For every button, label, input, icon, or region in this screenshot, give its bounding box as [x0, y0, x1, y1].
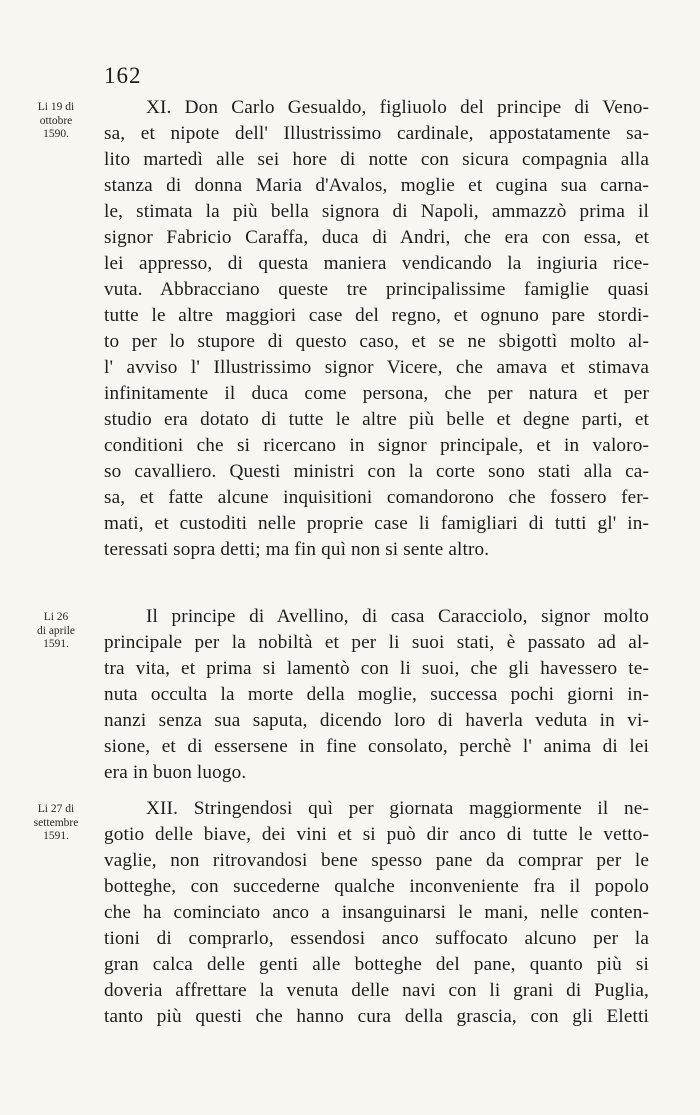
text-line: doveria affrettare la venuta delle navi con li grani di Puglia, [104, 980, 649, 1001]
margin-note-line: di aprile [37, 624, 75, 637]
margin-note-line: 1591. [43, 830, 69, 842]
text-line: infinitamente il duca come persona, che per natura et per [104, 383, 649, 404]
text-line: lei appresso, di questa maniera vendicando la ingiuria rice- [104, 253, 649, 274]
text-line: conditioni che si ricercano in signor principale, et in valoro- [104, 435, 649, 456]
text-line: studio era dotato di tutte le altre più belle et degne parti, et [104, 409, 649, 430]
text-line: tanto più questi che hanno cura della grascia, con gli Eletti [104, 1006, 649, 1027]
text-line: lito martedì alle sei hore di notte con sicura compagnia alla [104, 149, 649, 170]
text-line: era in buon luogo. [104, 762, 247, 783]
text-line: sa, et fatte alcune inquisitioni comandorono che fossero fer- [104, 487, 649, 508]
margin-note-line: Li 26 [43, 611, 69, 623]
text-line: nuta occulta la morte della moglie, successa pochi giorni in- [104, 684, 649, 705]
text-line: gran calca delle genti alle botteghe del pane, quanto più si [104, 954, 649, 975]
text-line: principale per la nobiltà et per li suoi stati, è passato ad al- [104, 632, 649, 653]
margin-note-line: 1591. [43, 638, 69, 650]
text-line: l' avviso l' Illustrissimo signor Vicere, che amava et stimava [104, 357, 649, 378]
text-line: nanzi senza sua saputa, dicendo loro di haverla veduta in vi- [104, 710, 649, 731]
margin-note-line: ottobre [39, 114, 73, 127]
margin-note-line: 1590. [43, 128, 69, 140]
margin-note [10, 803, 102, 844]
text-line: so cavalliero. Questi ministri con la corte sono stati alla ca- [104, 461, 649, 482]
text-line: mati, et custoditi nelle proprie case li famigliari di tutti gl' in- [104, 513, 649, 534]
text-line: le, stimata la più bella signora di Napoli, ammazzò prima il [104, 201, 649, 222]
text-line: che ha cominciato anco a insanguinarsi le mani, nelle conten- [104, 902, 649, 923]
text-line: tioni di comprarlo, essendosi anco suffocato alcuno per la [104, 928, 649, 949]
text-line: stanza di donna Maria d'Avalos, moglie et cugina sua carna- [104, 175, 649, 196]
text-line: teressati sopra detti; ma fin quì non si sente altro. [104, 539, 490, 560]
text-line: sa, et nipote dell' Illustrissimo cardinale, appostatamente sa- [104, 123, 649, 144]
margin-note [10, 101, 102, 142]
margin-note-line: Li 19 di [37, 101, 75, 113]
page-number: 162 [104, 63, 142, 88]
margin-note-line: Li 27 di [37, 803, 75, 815]
text-line: XII. Stringendosi quì per giornata maggiormente il ne- [146, 798, 649, 819]
text-line: tra vita, et prima si lamentò con li suoi, che gli havessero te- [104, 658, 649, 679]
text-line: tutte le altre maggiori case del regno, et ognuno pare stordi- [104, 305, 649, 326]
text-line: vaglie, non ritrovandosi bene spesso pane da comprar per le [104, 850, 649, 871]
text-line: to per lo stupore di questo caso, et se ne sbigottì molto al- [104, 331, 649, 352]
text-line: sione, et di essersene in fine consolato, perchè l' anima di lei [104, 736, 649, 757]
text-line: botteghe, con succederne qualche inconveniente fra il popolo [104, 876, 649, 897]
text-line: gotio delle biave, dei vini et si può dir anco di tutte le vetto- [104, 824, 649, 845]
margin-note [10, 611, 102, 652]
text-line: signor Fabricio Caraffa, duca di Andri, che era con essa, et [104, 227, 649, 248]
margin-note-line: settembre [33, 816, 79, 829]
text-line: Il principe di Avellino, di casa Caracciolo, signor molto [146, 606, 649, 627]
text-line: XI. Don Carlo Gesualdo, figliuolo del principe di Veno- [146, 97, 649, 118]
text-line: vuta. Abbracciano queste tre principalissime famiglie quasi [104, 279, 649, 300]
